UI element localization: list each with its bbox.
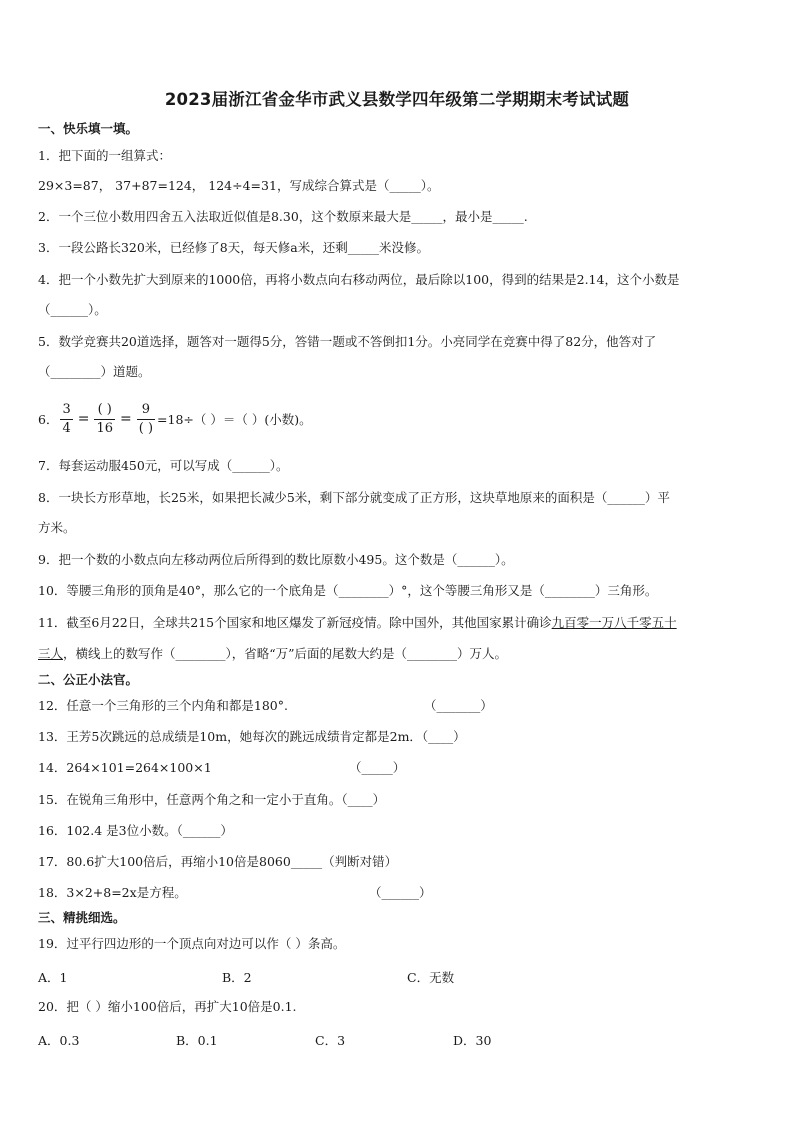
question-20-option-a: A．0.3 [38,1033,80,1048]
section-heading-2: 二、公正小法官。 [38,672,139,687]
question-14-answer-blank: （_____） [349,760,406,775]
question-3: 3．一段公路长320米，已经修了8天，每天修a米，还剩_____米没修。 [38,240,429,255]
question-4-line-1: 4．把一个小数先扩大到原来的1000倍，再将小数点向右移动两位，最后除以100，得到的结果是2.14，这个小数是 [38,272,680,287]
question-18-text: 18．3×2+8=2x是方程。 [38,885,187,900]
fraction-numerator: ( ) [94,401,115,420]
question-20-stem: 20．把（ ）缩小100倍后，再扩大10倍是0.1. [38,999,297,1014]
fraction-numerator: 3 [60,401,72,420]
fraction-denominator: 4 [62,420,71,436]
fraction-denominator: 16 [96,420,114,436]
fraction-denominator: ( ) [138,420,154,436]
question-11-line-2 [38,646,507,662]
question-15: 15．在锐角三角形中，任意两个角之和一定小于直角。（____） [38,792,386,807]
question-13: 13．王芳5次跳远的总成绩是10m，她每次的跳远成绩肯定都是2m．（____） [38,729,466,744]
question-19-stem: 19．过平行四边形的一个顶点向对边可以作（ ）条高。 [38,936,346,951]
equals-sign: = [77,411,90,427]
question-11-text: ，横线上的数写作（________），省略“万”后面的尾数大约是（________）万人。 [63,646,508,661]
question-19-option-c: C．无数 [407,970,455,985]
question-8-line-2: 方米。 [38,520,76,535]
question-6-number: 6． [38,412,59,427]
underlined-number-words: 九百零一万八千零五十 [551,615,677,630]
question-14-text: 14．264×101=264×100×1 [38,760,212,775]
question-11-text: 11．截至6月22日，全球共215个国家和地区爆发了新冠疫情。除中国外，其他国家累计确诊 [38,615,552,630]
section-heading-1: 一、快乐填一填。 [38,121,139,136]
question-1-line: 29×3=87， 37+87=124， 124÷4=31，写成综合算式是（_____）。 [38,178,440,193]
question-8-line-1: 8．一块长方形草地，长25米，如果把长减少5米，剩下部分就变成了正方形，这块草地原来的面积是（______）平 [38,490,670,505]
question-6-tail: =18÷（ ）＝（ ）(小数)。 [157,412,312,427]
section-heading-3: 三、精挑细选。 [38,910,126,925]
underlined-number-words: 三人 [38,646,64,661]
question-6 [38,396,312,442]
question-9: 9．把一个数的小数点向左移动两位后所得到的数比原数小495。这个数是（______）。 [38,552,514,567]
question-4-line-2: （______）。 [38,302,107,317]
question-18-answer-blank: （______） [369,885,432,900]
fraction-three-quarters [60,401,72,438]
question-12-text: 12．任意一个三角形的三个内角和都是180°. [38,698,288,713]
question-12 [38,698,288,714]
question-11-line-1 [38,615,677,631]
fraction-9-over-blank [137,401,155,438]
fraction-numerator: 9 [137,401,155,420]
question-2: 2．一个三位小数用四舍五入法取近似值是8.30，这个数原来最大是_____，最小是_____. [38,209,528,224]
question-7: 7．每套运动服450元，可以写成（______）。 [38,458,289,473]
page-title: 2023届浙江省金华市武义县数学四年级第二学期期末考试试题 [164,90,630,109]
fraction-blank-over-16 [94,401,115,438]
question-12-answer-blank: （_______） [424,698,493,713]
question-20-option-d: D．30 [453,1033,492,1048]
question-20-option-c: C．3 [315,1033,346,1048]
question-17: 17．80.6扩大100倍后，再缩小10倍是8060_____（判断对错） [38,854,398,869]
question-16: 16．102.4 是3位小数。（______） [38,823,233,838]
question-1-stem: 1．把下面的一组算式： [38,148,171,163]
question-20-option-b: B．0.1 [176,1033,218,1048]
question-5-line-2: （________）道题。 [38,364,151,379]
question-10: 10．等腰三角形的顶角是40°，那么它的一个底角是（________）°，这个等腰三角形又是（________）三角形。 [38,583,658,598]
equals-sign: = [120,411,132,427]
question-5-line-1: 5．数学竞赛共20道选择，题答对一题得5分，答错一题或不答倒扣1分。小亮同学在竞赛中得了82分，他答对了 [38,334,657,349]
question-19-option-b: B．2 [222,970,252,985]
question-19-option-a: A．1 [38,970,68,985]
